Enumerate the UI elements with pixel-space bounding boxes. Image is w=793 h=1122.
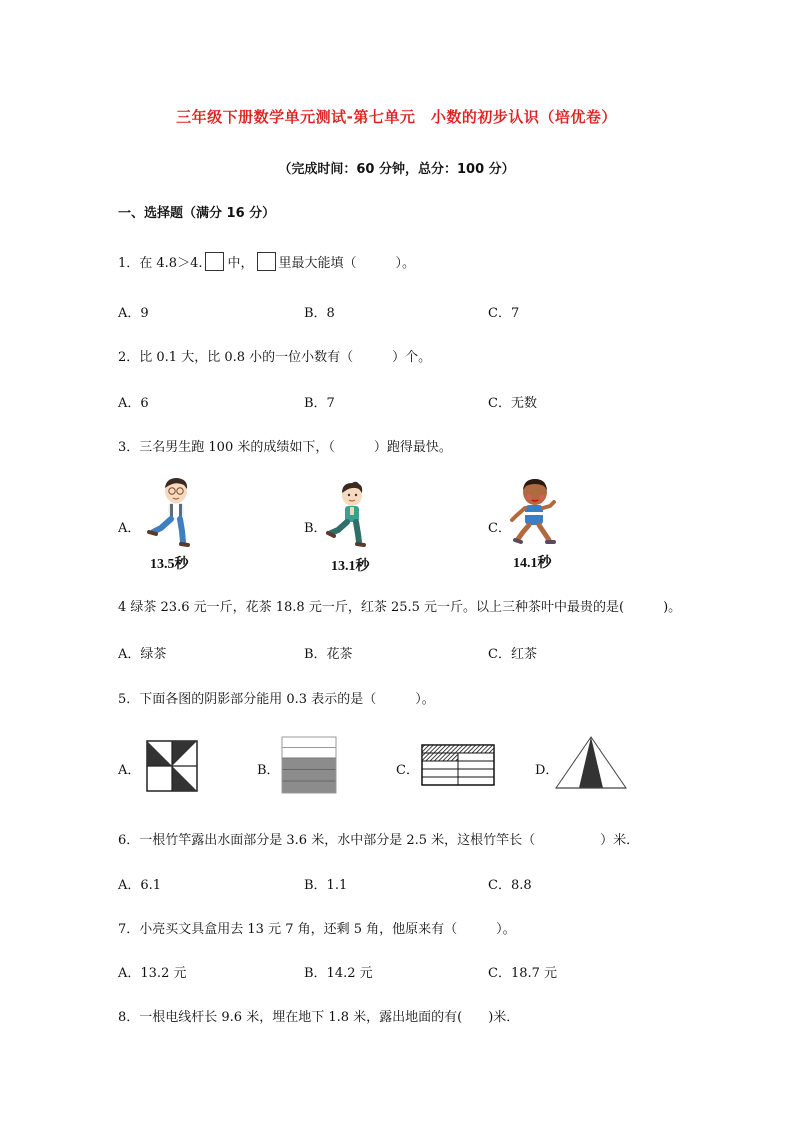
question-5-option-c[interactable]: C． — [396, 763, 419, 778]
question-8-text: 8．一根电线杆长 9.6 米，埋在地下 1.8 米，露出地面的有( )米． — [118, 1010, 520, 1025]
question-3-option-a[interactable]: A． — [118, 521, 141, 536]
question-1-option-a[interactable]: A．9 — [118, 306, 149, 321]
question-1 — [118, 252, 415, 271]
question-7-option-c[interactable]: C．18.7 元 — [488, 966, 558, 981]
question-3-option-c[interactable]: C． — [488, 521, 511, 536]
question-7-option-a[interactable]: A．13.2 元 — [118, 966, 187, 981]
runner-b-time: 13.1秒 — [331, 559, 370, 574]
runner-green-shirt-figure — [326, 480, 372, 548]
question-2-option-a[interactable]: A．6 — [118, 396, 149, 411]
question-4-option-b[interactable]: B．花茶 — [304, 647, 353, 662]
question-2-text: 2．比 0.1 大，比 0.8 小的一位小数有（ ）个。 — [118, 350, 432, 365]
question-1-text-part-2: 中， — [227, 256, 254, 271]
document-title: 三年级下册数学单元测试-第七单元 小数的初步认识（培优卷） — [176, 108, 617, 126]
question-1-option-c[interactable]: C．7 — [488, 306, 520, 321]
question-5-text: 5．下面各图的阴影部分能用 0.3 表示的是（ ）。 — [118, 692, 435, 707]
question-6-option-c[interactable]: C．8.8 — [488, 878, 532, 893]
question-6-option-a[interactable]: A．6.1 — [118, 878, 162, 893]
runner-a-time: 13.5秒 — [150, 557, 189, 572]
question-4-option-c[interactable]: C．红茶 — [488, 647, 537, 662]
question-3-text: 3．三名男生跑 100 米的成绩如下，（ ）跑得最快。 — [118, 440, 452, 455]
question-4-option-a[interactable]: A．绿茶 — [118, 647, 167, 662]
question-4-text: 4 绿茶 23.6 元一斤，花茶 18.8 元一斤，红茶 25.5 元一斤。以上三种茶叶中最贵的是( )。 — [118, 600, 682, 615]
question-1-text-part-1: 1．在 4.8＞4. — [118, 256, 203, 271]
question-6-option-b[interactable]: B．1.1 — [304, 878, 348, 893]
runner-c-time: 14.1秒 — [513, 556, 552, 571]
document-subtitle: （完成时间：60 分钟，总分：100 分） — [278, 162, 515, 177]
figure-d-triangle — [555, 736, 627, 790]
question-7-text: 7．小亮买文具盒用去 13 元 7 角，还剩 5 角，他原来有（ ）。 — [118, 922, 516, 937]
question-3-option-b[interactable]: B． — [304, 521, 327, 536]
question-2-option-b[interactable]: B．7 — [304, 396, 335, 411]
question-1-option-b[interactable]: B．8 — [304, 306, 335, 321]
section-heading: 一、选择题（满分 16 分） — [118, 206, 276, 221]
answer-box — [257, 252, 276, 271]
question-1-text-part-3: 里最大能填（ ）。 — [278, 256, 416, 271]
runner-with-glasses-figure — [146, 476, 196, 548]
figure-a-square-quadrants — [146, 740, 198, 792]
question-5-option-d[interactable]: D． — [535, 763, 559, 778]
figure-b-strips — [281, 736, 337, 794]
answer-box — [205, 252, 224, 271]
question-2-option-c[interactable]: C．无数 — [488, 396, 537, 411]
runner-blue-shirt-figure — [508, 476, 558, 546]
question-7-option-b[interactable]: B．14.2 元 — [304, 966, 373, 981]
question-5-option-b[interactable]: B． — [257, 763, 280, 778]
question-5-option-a[interactable]: A． — [118, 763, 141, 778]
figure-c-hatched-grid — [421, 744, 495, 786]
question-6-text: 6．一根竹竿露出水面部分是 3.6 米，水中部分是 2.5 米，这根竹竿长（ ）米． — [118, 833, 640, 848]
